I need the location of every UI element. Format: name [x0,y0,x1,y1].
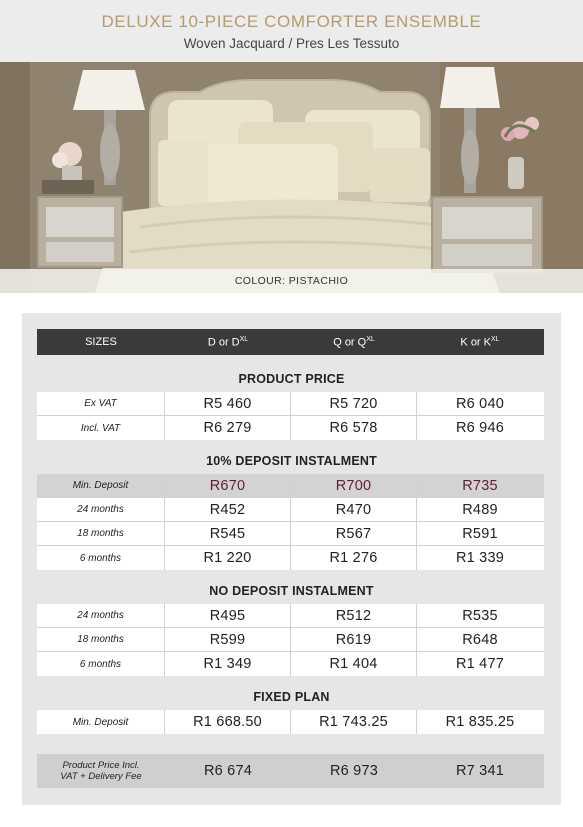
bedroom-illustration [0,62,583,293]
price-cell: R6 946 [456,420,504,436]
price-cell: R5 460 [165,392,291,415]
table-row [37,628,544,652]
page-title: DELUXE 10-PIECE COMFORTER ENSEMBLE [101,12,482,31]
table-row [37,474,544,498]
total-price-cell: R6 674 [204,763,252,779]
table-row [37,392,544,416]
section-title-product-price: PRODUCT PRICE [238,372,345,386]
row-label: 18 months [37,628,165,651]
page-subtitle: Woven Jacquard / Pres Les Tessuto [183,36,400,51]
header [0,0,583,62]
table-row [37,710,544,734]
fixed-plan-table [37,710,544,734]
size-column-king: K or $K^{XL}$ [460,335,500,349]
price-cell: R619 [291,628,417,651]
price-cell: R670 [165,474,291,497]
price-cell: R5 720 [291,392,417,415]
row-label: 6 months [37,546,165,570]
total-price-cell: R7 341 [456,763,504,779]
price-cell: R512 [291,604,417,627]
total-price-row [37,754,544,788]
total-price-cell: R6 973 [330,763,378,779]
deposit-instalment-table [37,474,544,570]
price-cell: R599 [165,628,291,651]
price-cell: R1 835.25 [445,714,515,730]
price-cell: R1 477 [456,656,504,672]
sizes-header-bar [37,329,544,355]
row-label: Ex VAT [37,392,165,415]
colour-caption-strip [0,269,583,293]
table-row [37,416,544,440]
price-cell: R1 404 [291,652,417,676]
price-cell: R535 [462,607,498,624]
price-cell: R6 279 [165,416,291,440]
price-cell: R1 339 [456,550,504,566]
section-title-no-deposit-instalment: NO DEPOSIT INSTALMENT [209,584,374,598]
product-photo [0,62,583,293]
price-cell: R495 [165,604,291,627]
price-panel [22,313,561,805]
price-cell: R489 [462,501,498,518]
price-cell: R6 578 [291,416,417,440]
row-label: Min. Deposit [37,474,165,497]
price-cell: R648 [462,631,498,648]
price-cell: R545 [165,522,291,545]
price-cell: R452 [165,498,291,521]
row-label: Incl. VAT [37,416,165,440]
price-cell: R470 [291,498,417,521]
colour-label: COLOUR: PISTACHIO [234,275,349,287]
price-cell: R1 276 [291,546,417,570]
no-deposit-instalment-table [37,604,544,676]
table-row [37,498,544,522]
row-label: 18 months [37,522,165,545]
row-label: 24 months [37,498,165,521]
price-cell: R1 220 [165,546,291,570]
size-column-double: D or $D^{XL}$ [207,335,249,349]
price-cell: R567 [291,522,417,545]
table-row [37,604,544,628]
product-price-table [37,392,544,440]
price-cell: R591 [462,525,498,542]
row-label: 6 months [37,652,165,676]
section-title-fixed-plan: FIXED PLAN [253,690,330,704]
size-column-queen: Q or $Q^{XL}$ [333,335,375,349]
price-cell: R6 040 [456,395,504,412]
section-title-deposit-instalment: 10% DEPOSIT INSTALMENT [206,454,377,468]
total-label: Product Price Incl. VAT + Delivery Fee [60,760,142,782]
row-label: 24 months [37,604,165,627]
table-row [37,546,544,570]
row-label: Min. Deposit [37,710,165,734]
price-cell: R735 [462,477,498,494]
price-cell: R1 349 [165,652,291,676]
table-row [37,522,544,546]
price-cell: R1 743.25 [291,710,417,734]
table-row [37,652,544,676]
price-cell: R1 668.50 [165,710,291,734]
sizes-label: SIZES [85,336,117,348]
price-cell: R700 [291,474,417,497]
